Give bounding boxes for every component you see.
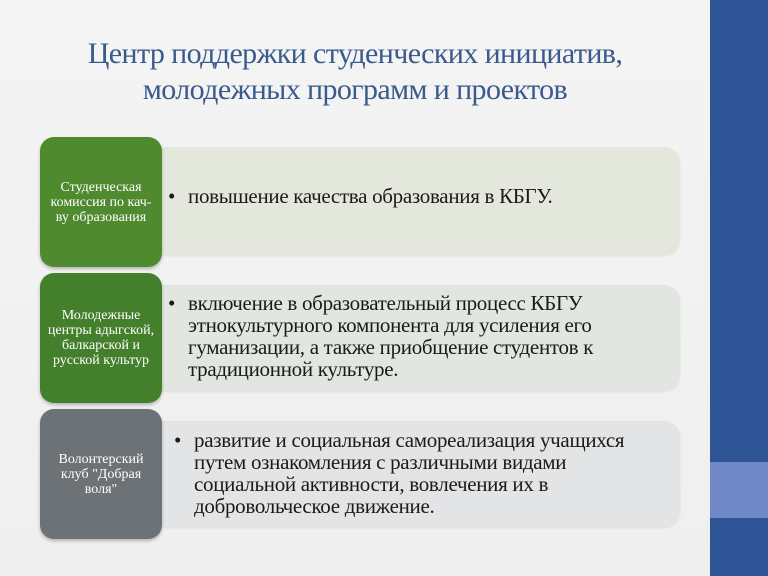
slide-title-line-1: Центр поддержки студенческих инициатив, xyxy=(87,37,623,70)
row-volunteer-club xyxy=(40,409,685,539)
row-student-commission xyxy=(40,137,685,267)
bullet-list xyxy=(174,429,669,517)
row-label: Молодежные центры адыгской, балкарской и русской культур xyxy=(40,273,162,403)
bullet-item xyxy=(168,292,668,380)
bullet-list xyxy=(168,185,668,207)
bullet-dot: • xyxy=(168,291,176,315)
row-label: Студенческая комиссия по кач-ву образования xyxy=(40,137,162,267)
side-band-accent xyxy=(710,462,768,518)
bullet-dot: • xyxy=(174,428,182,452)
bullet-item xyxy=(174,429,669,517)
bullet-item xyxy=(168,185,668,207)
row-label: Волонтерский клуб "Добрая воля" xyxy=(40,409,162,539)
row-youth-centers xyxy=(40,273,685,403)
slide-title-line-2: молодежных программ и проектов xyxy=(142,73,568,106)
bullet-text: развитие и социальная самореализация учащихся путем ознакомления с различными видами социальной активности, вовлечения их в добровольческое движение. xyxy=(194,428,625,518)
bullet-list xyxy=(168,292,668,380)
bullet-text: повышение качества образования в КБГУ. xyxy=(188,184,553,208)
bullet-text: включение в образовательный процесс КБГУ этнокультурного компонента для усиления его гуманизации, а также приобщение студентов к традиционной культуре. xyxy=(188,291,594,381)
slide-title xyxy=(20,36,690,108)
bullet-dot: • xyxy=(168,184,176,208)
